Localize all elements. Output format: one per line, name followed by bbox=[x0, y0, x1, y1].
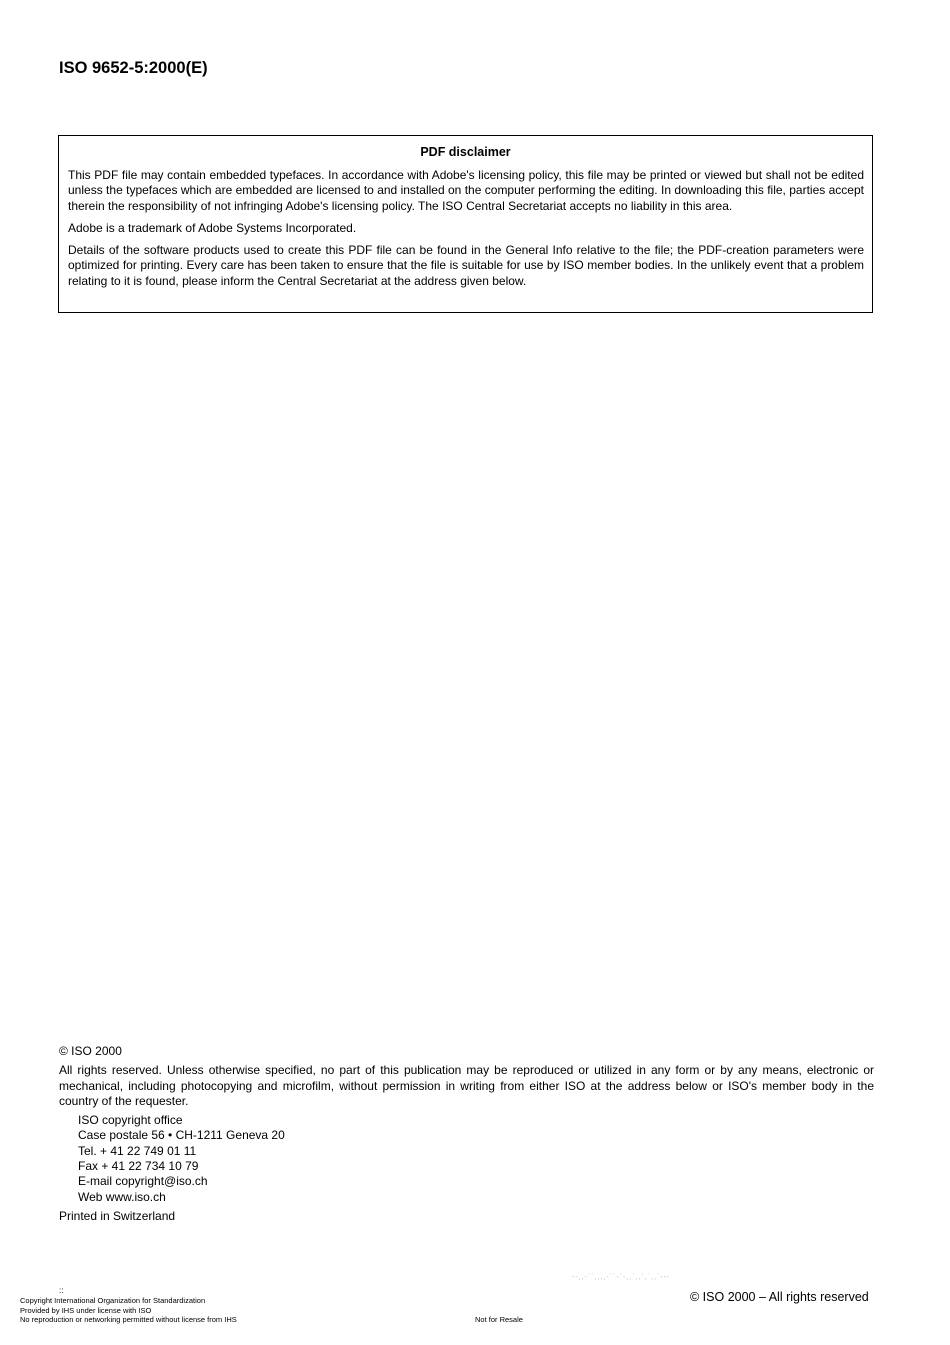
disclaimer-paragraph: Details of the software products used to create this PDF file can be found in the General Info relative to the file; the PDF-creation parameters were optimized for printing. Every care has been taken to ensure that the file is suitable for use by ISO member bodies. In the unlikely event that a problem relating to it is found, please inform the Central Secretariat at the address given below. bbox=[68, 243, 864, 288]
watermark-noise: --,,-``,,,,-``-`-,,`,,`,`,,`--- bbox=[572, 1274, 671, 1281]
address-line: Web www.iso.ch bbox=[78, 1189, 166, 1204]
copyright-section bbox=[59, 1044, 874, 1228]
document-id: ISO 9652-5:2000(E) bbox=[59, 59, 208, 77]
disclaimer-paragraph: Adobe is a trademark of Adobe Systems Incorporated. bbox=[68, 220, 357, 235]
address-line: ISO copyright office bbox=[78, 1113, 183, 1128]
footer-dots: :: bbox=[59, 1286, 64, 1295]
address-line: Case postale 56 • CH-1211 Geneva 20 bbox=[78, 1128, 285, 1143]
address-line: Tel. + 41 22 749 01 11 bbox=[78, 1143, 197, 1158]
printed-in: Printed in Switzerland bbox=[59, 1208, 176, 1223]
disclaimer-title: PDF disclaimer bbox=[420, 145, 511, 159]
footer-license bbox=[20, 1296, 237, 1325]
rights-statement: All rights reserved. Unless otherwise specified, no part of this publication may be reproduced or utilized in any form or by any means, electronic or mechanical, including photocopying and microfilm, without permission in writing from either ISO at the address below or ISO's member body in the country of the requester. bbox=[59, 1063, 874, 1108]
footer-license-line: Provided by IHS under license with ISO bbox=[20, 1305, 152, 1315]
pdf-disclaimer-box bbox=[58, 135, 873, 313]
footer-license-line: No reproduction or networking permitted without license from IHS bbox=[20, 1315, 237, 1324]
address-line: Fax + 41 22 734 10 79 bbox=[78, 1159, 199, 1174]
disclaimer-paragraph: This PDF file may contain embedded typefaces. In accordance with Adobe's licensing policy, this file may be printed or viewed but shall not be edited unless the typefaces which are embedded are licensed to and installed on the computer performing the editing. In downloading this file, parties accept therein the responsibility of not infringing Adobe's licensing policy. The ISO Central Secretariat accepts no liability in this area. bbox=[68, 168, 864, 213]
not-for-resale: Not for Resale bbox=[475, 1315, 523, 1324]
footer-copyright: © ISO 2000 – All rights reserved bbox=[690, 1290, 869, 1304]
copyright-line: © ISO 2000 bbox=[59, 1044, 122, 1058]
copyright-address bbox=[78, 1113, 874, 1205]
address-line: E-mail copyright@iso.ch bbox=[78, 1174, 208, 1189]
footer-license-line: Copyright International Organization for Standardization bbox=[20, 1296, 206, 1305]
